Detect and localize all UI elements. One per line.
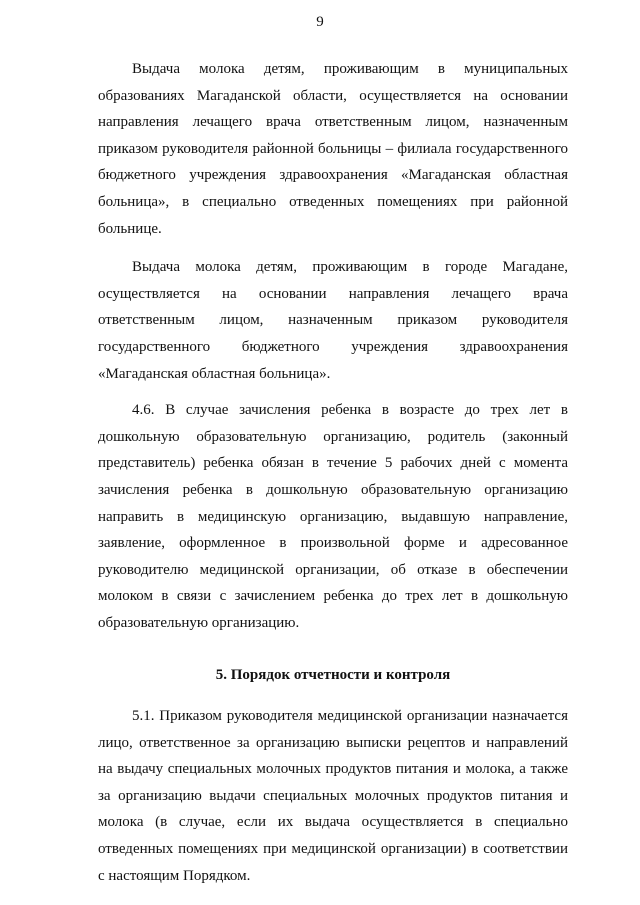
paragraph-item-5-1: 5.1. Приказом руководителя медицинской организации назначается лицо, ответственное за организацию выписки рецептов и направлений на выдачу специальных молочных продуктов питания и молока, а также за организацию выдачи специальных молочных продуктов питания и молока (в случае, если их выдача осуществляется в специально отведенных помещениях при медицинской организации) в соответствии с настоящим Порядком.	[98, 708, 568, 884]
paragraph-milk-magadan: Выдача молока детям, проживающим в городе Магадане, осуществляется на основании направления лечащего врача ответственным лицом, назначенным приказом руководителя государственного бюджетного учреждения здравоохранения «Магаданская областная больница».	[98, 259, 568, 382]
paragraph-milk-regions: Выдача молока детям, проживающим в муниципальных образованиях Магаданской области, осуществляется на основании направления лечащего врача ответственным лицом, назначенным приказом руководителя районной больницы – филиала государственного бюджетного учреждения здравоохранения «Магаданская областная больница», в специально отведенных помещениях при районной больнице.	[98, 61, 568, 237]
document-body	[98, 56, 568, 889]
section-5-heading: 5. Порядок отчетности и контроля	[215, 667, 451, 684]
paragraph-item-4-6: 4.6. В случае зачисления ребенка в возрасте до трех лет в дошкольную образовательную организацию, родитель (законный представитель) ребенка обязан в течение 5 рабочих дней с момента зачисления ребенка в дошкольную образовательную организацию направить в медицинскую организацию, выдавшую направление, заявление, оформленное в произвольной форме и адресованное руководителю медицинской организации, об отказе в обеспечении молоком в связи с зачислением ребенка до трех лет в дошкольную образовательную организацию.	[98, 402, 568, 631]
page-number: 9	[316, 14, 324, 30]
